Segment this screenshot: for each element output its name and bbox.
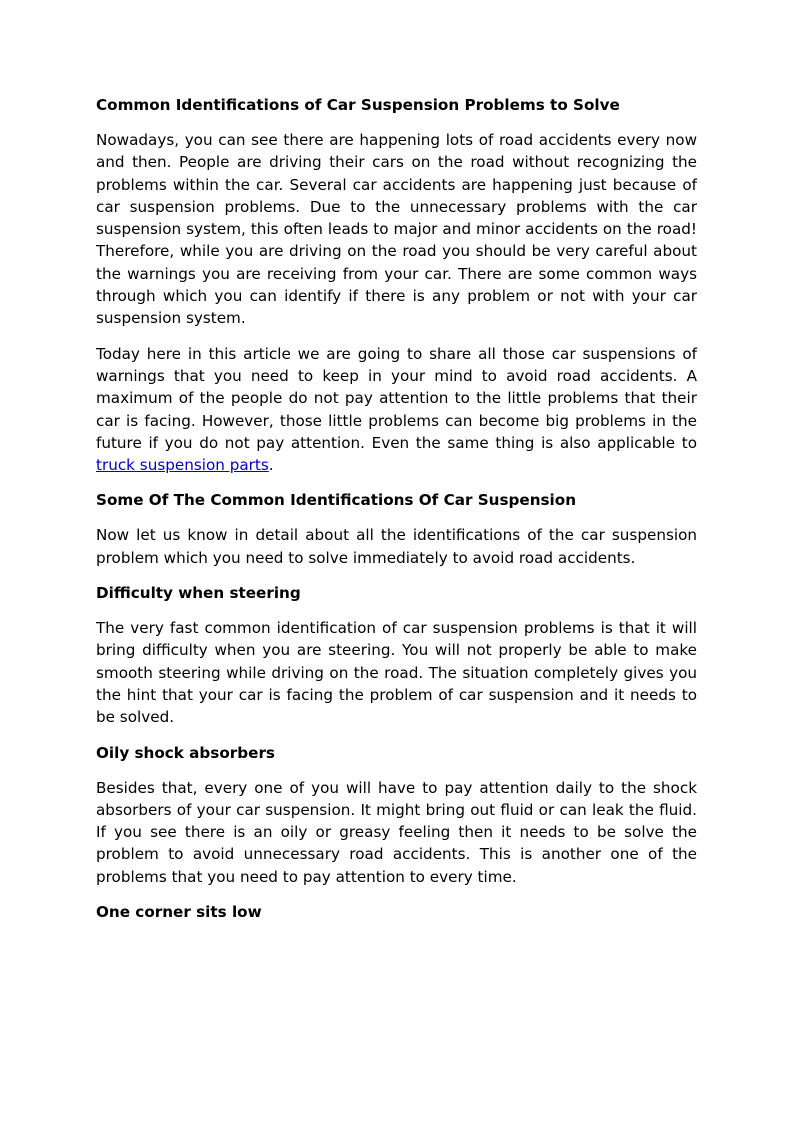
document-page xyxy=(96,94,697,936)
intro-paragraph-2-text: Today here in this article we are going to share all those car suspensions of warnings that you need to keep in your mind to avoid road accidents. A maximum of the people do not pay attention to the little problems that their car is facing. However, those little problems can become big problems in the future if you do not pay attention. Even the same thing is also applicable to xyxy=(96,344,697,452)
subsection-paragraph-steering: The very fast common identification of car suspension problems is that it will bring difficulty when you are steering. You will not properly be able to make smooth steering while driving on the road. The situation completely gives you the hint that your car is facing the problem of car suspension and it needs to be solved. xyxy=(96,619,697,727)
truck-suspension-parts-link[interactable]: truck suspension parts xyxy=(96,456,269,475)
section-paragraph: Now let us know in detail about all the identifications of the car suspension problem which you need to solve immediately to avoid road accidents. xyxy=(96,526,697,567)
document-title: Common Identifications of Car Suspension Problems to Solve xyxy=(96,96,620,114)
subsection-heading-oily-shock: Oily shock absorbers xyxy=(96,743,275,762)
subsection-heading-corner-low: One corner sits low xyxy=(96,903,262,922)
intro-paragraph-2 xyxy=(96,343,697,477)
intro-paragraph-1: Nowadays, you can see there are happening lots of road accidents every now and then. People are driving their cars on the road without recognizing the problems within the car. Several car accidents are happening just because of car suspension problems. Due to the unnecessary problems with the car suspension system, this often leads to major and minor accidents on the road! Therefore, while you are driving on the road you should be very careful about the warnings you are receiving from your car. There are some common ways through which you can identify if there is any problem or not with your car suspension system. xyxy=(96,131,697,328)
section-heading: Some Of The Common Identifications Of Car Suspension xyxy=(96,491,577,510)
subsection-paragraph-oily-shock: Besides that, every one of you will have to pay attention daily to the shock absorbers of your car suspension. It might bring out fluid or can leak the fluid. If you see there is an oily or greasy feeling then it needs to be solve the problem to avoid unnecessary road accidents. This is another one of the problems that you need to pay attention to every time. xyxy=(96,778,697,886)
intro-paragraph-2-end: . xyxy=(268,456,274,475)
subsection-heading-steering: Difficulty when steering xyxy=(96,584,301,603)
